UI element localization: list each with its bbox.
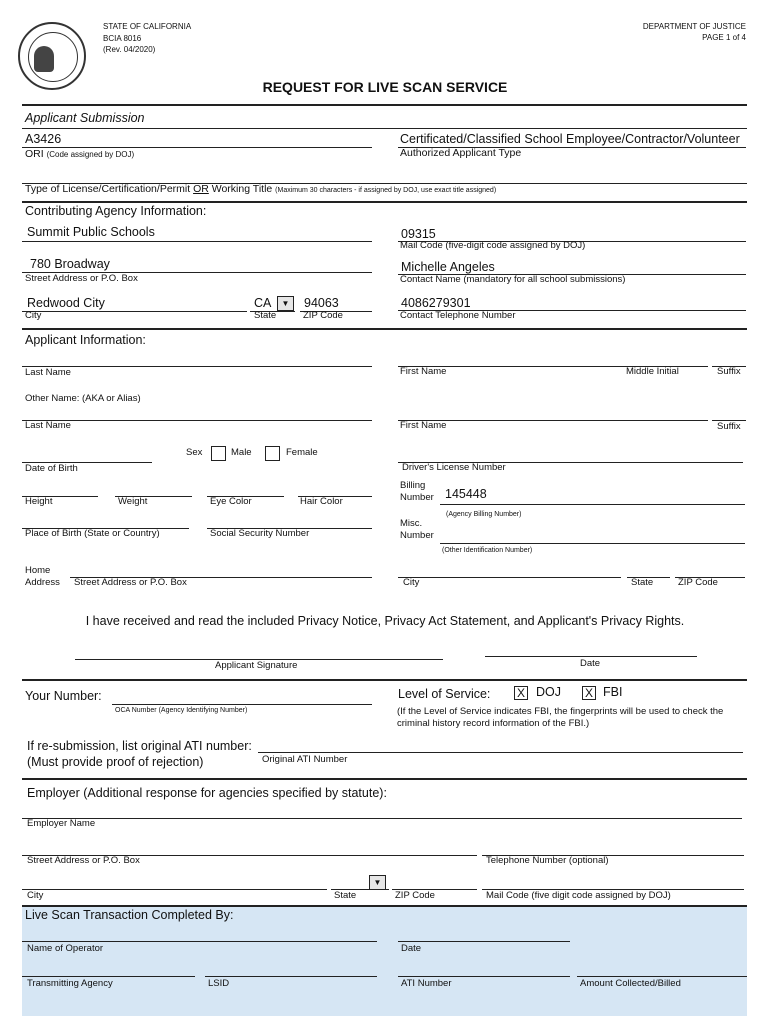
- billing-number-note: (Agency Billing Number): [446, 511, 522, 518]
- employer-zip-label: ZIP Code: [395, 890, 435, 901]
- original-ati-field[interactable]: [258, 752, 743, 753]
- ori-label: ORI (Code assigned by DOJ): [25, 148, 135, 160]
- employer-heading: Employer (Additional response for agencies specified by statute):: [27, 786, 387, 800]
- page-title: REQUEST FOR LIVE SCAN SERVICE: [262, 79, 508, 95]
- transmitting-agency-field[interactable]: [22, 976, 195, 977]
- agency-city-label: City: [25, 310, 42, 321]
- divider: [22, 328, 747, 330]
- applicant-type-field[interactable]: Certificated/Classified School Employee/Contractor/Volunteer: [400, 132, 740, 146]
- employer-state-label: State: [334, 890, 357, 901]
- hair-color-label: Hair Color: [300, 496, 343, 507]
- misc-number-note: (Other Identification Number): [442, 547, 533, 554]
- live-scan-section: [22, 906, 747, 1016]
- alias-last-name-field[interactable]: [22, 420, 372, 421]
- ssn-label: Social Security Number: [210, 528, 310, 539]
- header-form-id: BCIA 8016: [103, 34, 142, 43]
- fbi-label: FBI: [603, 685, 623, 699]
- female-label: Female: [286, 447, 318, 458]
- oca-number-field[interactable]: [112, 704, 372, 705]
- resubmission-note: (Must provide proof of rejection): [27, 755, 204, 769]
- applicant-type-label: Authorized Applicant Type: [400, 147, 522, 159]
- divider: [22, 128, 747, 129]
- agency-city-field[interactable]: Redwood City: [27, 296, 105, 310]
- employer-name-label: Employer Name: [27, 818, 96, 829]
- height-label: Height: [25, 496, 53, 507]
- contact-phone-label: Contact Telephone Number: [400, 310, 516, 321]
- fbi-note: (If the Level of Service indicates FBI, the fingerprints will be used to check the criminal history record information of the FBI.): [397, 706, 724, 729]
- misc-number-label: Misc. Number: [400, 518, 434, 541]
- employer-phone-label: Telephone Number (optional): [486, 855, 609, 866]
- transmitting-agency-label: Transmitting Agency: [27, 978, 113, 989]
- middle-initial-label: Middle Initial: [626, 366, 679, 377]
- ori-field[interactable]: A3426: [25, 132, 62, 146]
- home-city-label: City: [403, 577, 420, 588]
- male-checkbox[interactable]: [211, 446, 226, 461]
- level-of-service-label: Level of Service:: [398, 687, 491, 701]
- header-rev: (Rev. 04/2020): [103, 45, 156, 54]
- doj-checkbox[interactable]: X: [514, 686, 528, 700]
- original-ati-label: Original ATI Number: [262, 754, 348, 765]
- signature-date-field[interactable]: [485, 656, 697, 657]
- amount-label: Amount Collected/Billed: [580, 978, 681, 989]
- agency-street-label: Street Address or P.O. Box: [25, 273, 138, 284]
- live-scan-date-field[interactable]: [398, 941, 570, 942]
- operator-name-label: Name of Operator: [27, 943, 104, 954]
- mail-code-label: Mail Code (five-digit code assigned by DOJ): [400, 240, 586, 251]
- last-name-label: Last Name: [25, 367, 71, 378]
- signature-date-label: Date: [580, 658, 601, 669]
- home-city-field[interactable]: [398, 577, 621, 578]
- agency-zip-field[interactable]: 94063: [304, 296, 339, 310]
- employer-mail-code-label: Mail Code (five digit code assigned by DOJ): [486, 890, 671, 901]
- place-of-birth-label: Place of Birth (State or Country): [25, 528, 160, 539]
- billing-number-field[interactable]: 145448: [445, 487, 487, 501]
- alias-last-name-label: Last Name: [25, 420, 71, 431]
- billing-number-label: Billing Number: [400, 480, 434, 503]
- weight-label: Weight: [118, 496, 148, 507]
- header-state: STATE OF CALIFORNIA: [103, 22, 192, 31]
- employer-name-field[interactable]: [22, 818, 742, 819]
- agency-zip-label: ZIP Code: [303, 310, 343, 321]
- contact-phone-field[interactable]: 4086279301: [401, 296, 471, 310]
- first-name-label: First Name: [400, 366, 447, 377]
- lsid-field[interactable]: [205, 976, 377, 977]
- home-state-label: State: [631, 577, 654, 588]
- mail-code-field[interactable]: 09315: [401, 227, 436, 241]
- applicant-heading: Applicant Information:: [25, 333, 146, 347]
- chevron-down-icon[interactable]: ▼: [277, 296, 294, 311]
- oca-number-note: OCA Number (Agency Identifying Number): [115, 707, 248, 714]
- doj-label: DOJ: [536, 685, 561, 699]
- last-name-field[interactable]: [22, 366, 372, 367]
- divider: [22, 679, 747, 681]
- applicant-submission-heading: Applicant Submission: [25, 111, 145, 125]
- contact-name-label: Contact Name (mandatory for all school submissions): [400, 274, 626, 285]
- alias-suffix-label: Suffix: [717, 421, 741, 432]
- chevron-down-icon[interactable]: ▼: [369, 875, 386, 890]
- other-name-label: Other Name: (AKA or Alias): [25, 393, 141, 404]
- home-zip-label: ZIP Code: [678, 577, 718, 588]
- license-label: Type of License/Certification/Permit OR Working Title (Maximum 30 characters - if assigned by DOJ, use exact title assigned): [25, 183, 497, 195]
- divider: [22, 778, 747, 780]
- live-scan-heading: Live Scan Transaction Completed By:: [25, 908, 234, 922]
- operator-name-field[interactable]: [22, 941, 377, 942]
- ati-number-label: ATI Number: [401, 978, 452, 989]
- amount-field[interactable]: [577, 976, 747, 977]
- ati-number-field[interactable]: [398, 976, 570, 977]
- employer-city-label: City: [27, 890, 44, 901]
- agency-name-field[interactable]: Summit Public Schools: [27, 225, 155, 239]
- signature-label: Applicant Signature: [215, 660, 298, 671]
- contact-name-field[interactable]: Michelle Angeles: [401, 260, 495, 274]
- female-checkbox[interactable]: [265, 446, 280, 461]
- alias-first-name-label: First Name: [400, 420, 447, 431]
- dob-label: Date of Birth: [25, 463, 78, 474]
- header-dept: DEPARTMENT OF JUSTICE: [642, 22, 746, 31]
- suffix-label: Suffix: [717, 366, 741, 377]
- divider: [22, 104, 747, 106]
- divider: [22, 201, 747, 203]
- agency-heading: Contributing Agency Information:: [25, 204, 207, 218]
- privacy-statement: I have received and read the included Privacy Notice, Privacy Act Statement, and Applicant's Privacy Rights.: [85, 614, 685, 628]
- divider: [22, 905, 747, 907]
- fbi-checkbox[interactable]: X: [582, 686, 596, 700]
- resubmission-label: If re-submission, list original ATI number:: [27, 739, 252, 753]
- agency-street-field[interactable]: 780 Broadway: [30, 257, 110, 271]
- your-number-label: Your Number:: [25, 689, 102, 703]
- header-page: PAGE 1 of 4: [702, 33, 746, 42]
- home-street-label: Street Address or P.O. Box: [74, 577, 187, 588]
- eye-color-label: Eye Color: [210, 496, 252, 507]
- lsid-label: LSID: [208, 978, 230, 989]
- agency-state-label: State: [254, 310, 277, 321]
- misc-number-field[interactable]: [440, 543, 745, 544]
- drivers-license-label: Driver's License Number: [402, 462, 506, 473]
- employer-city-field[interactable]: [22, 889, 327, 890]
- male-label: Male: [231, 447, 252, 458]
- employer-street-label: Street Address or P.O. Box: [27, 855, 140, 866]
- home-address-label: Home Address: [25, 565, 60, 588]
- live-scan-date-label: Date: [401, 943, 422, 954]
- agency-state-field[interactable]: CA: [254, 296, 272, 310]
- sex-label: Sex: [186, 447, 203, 458]
